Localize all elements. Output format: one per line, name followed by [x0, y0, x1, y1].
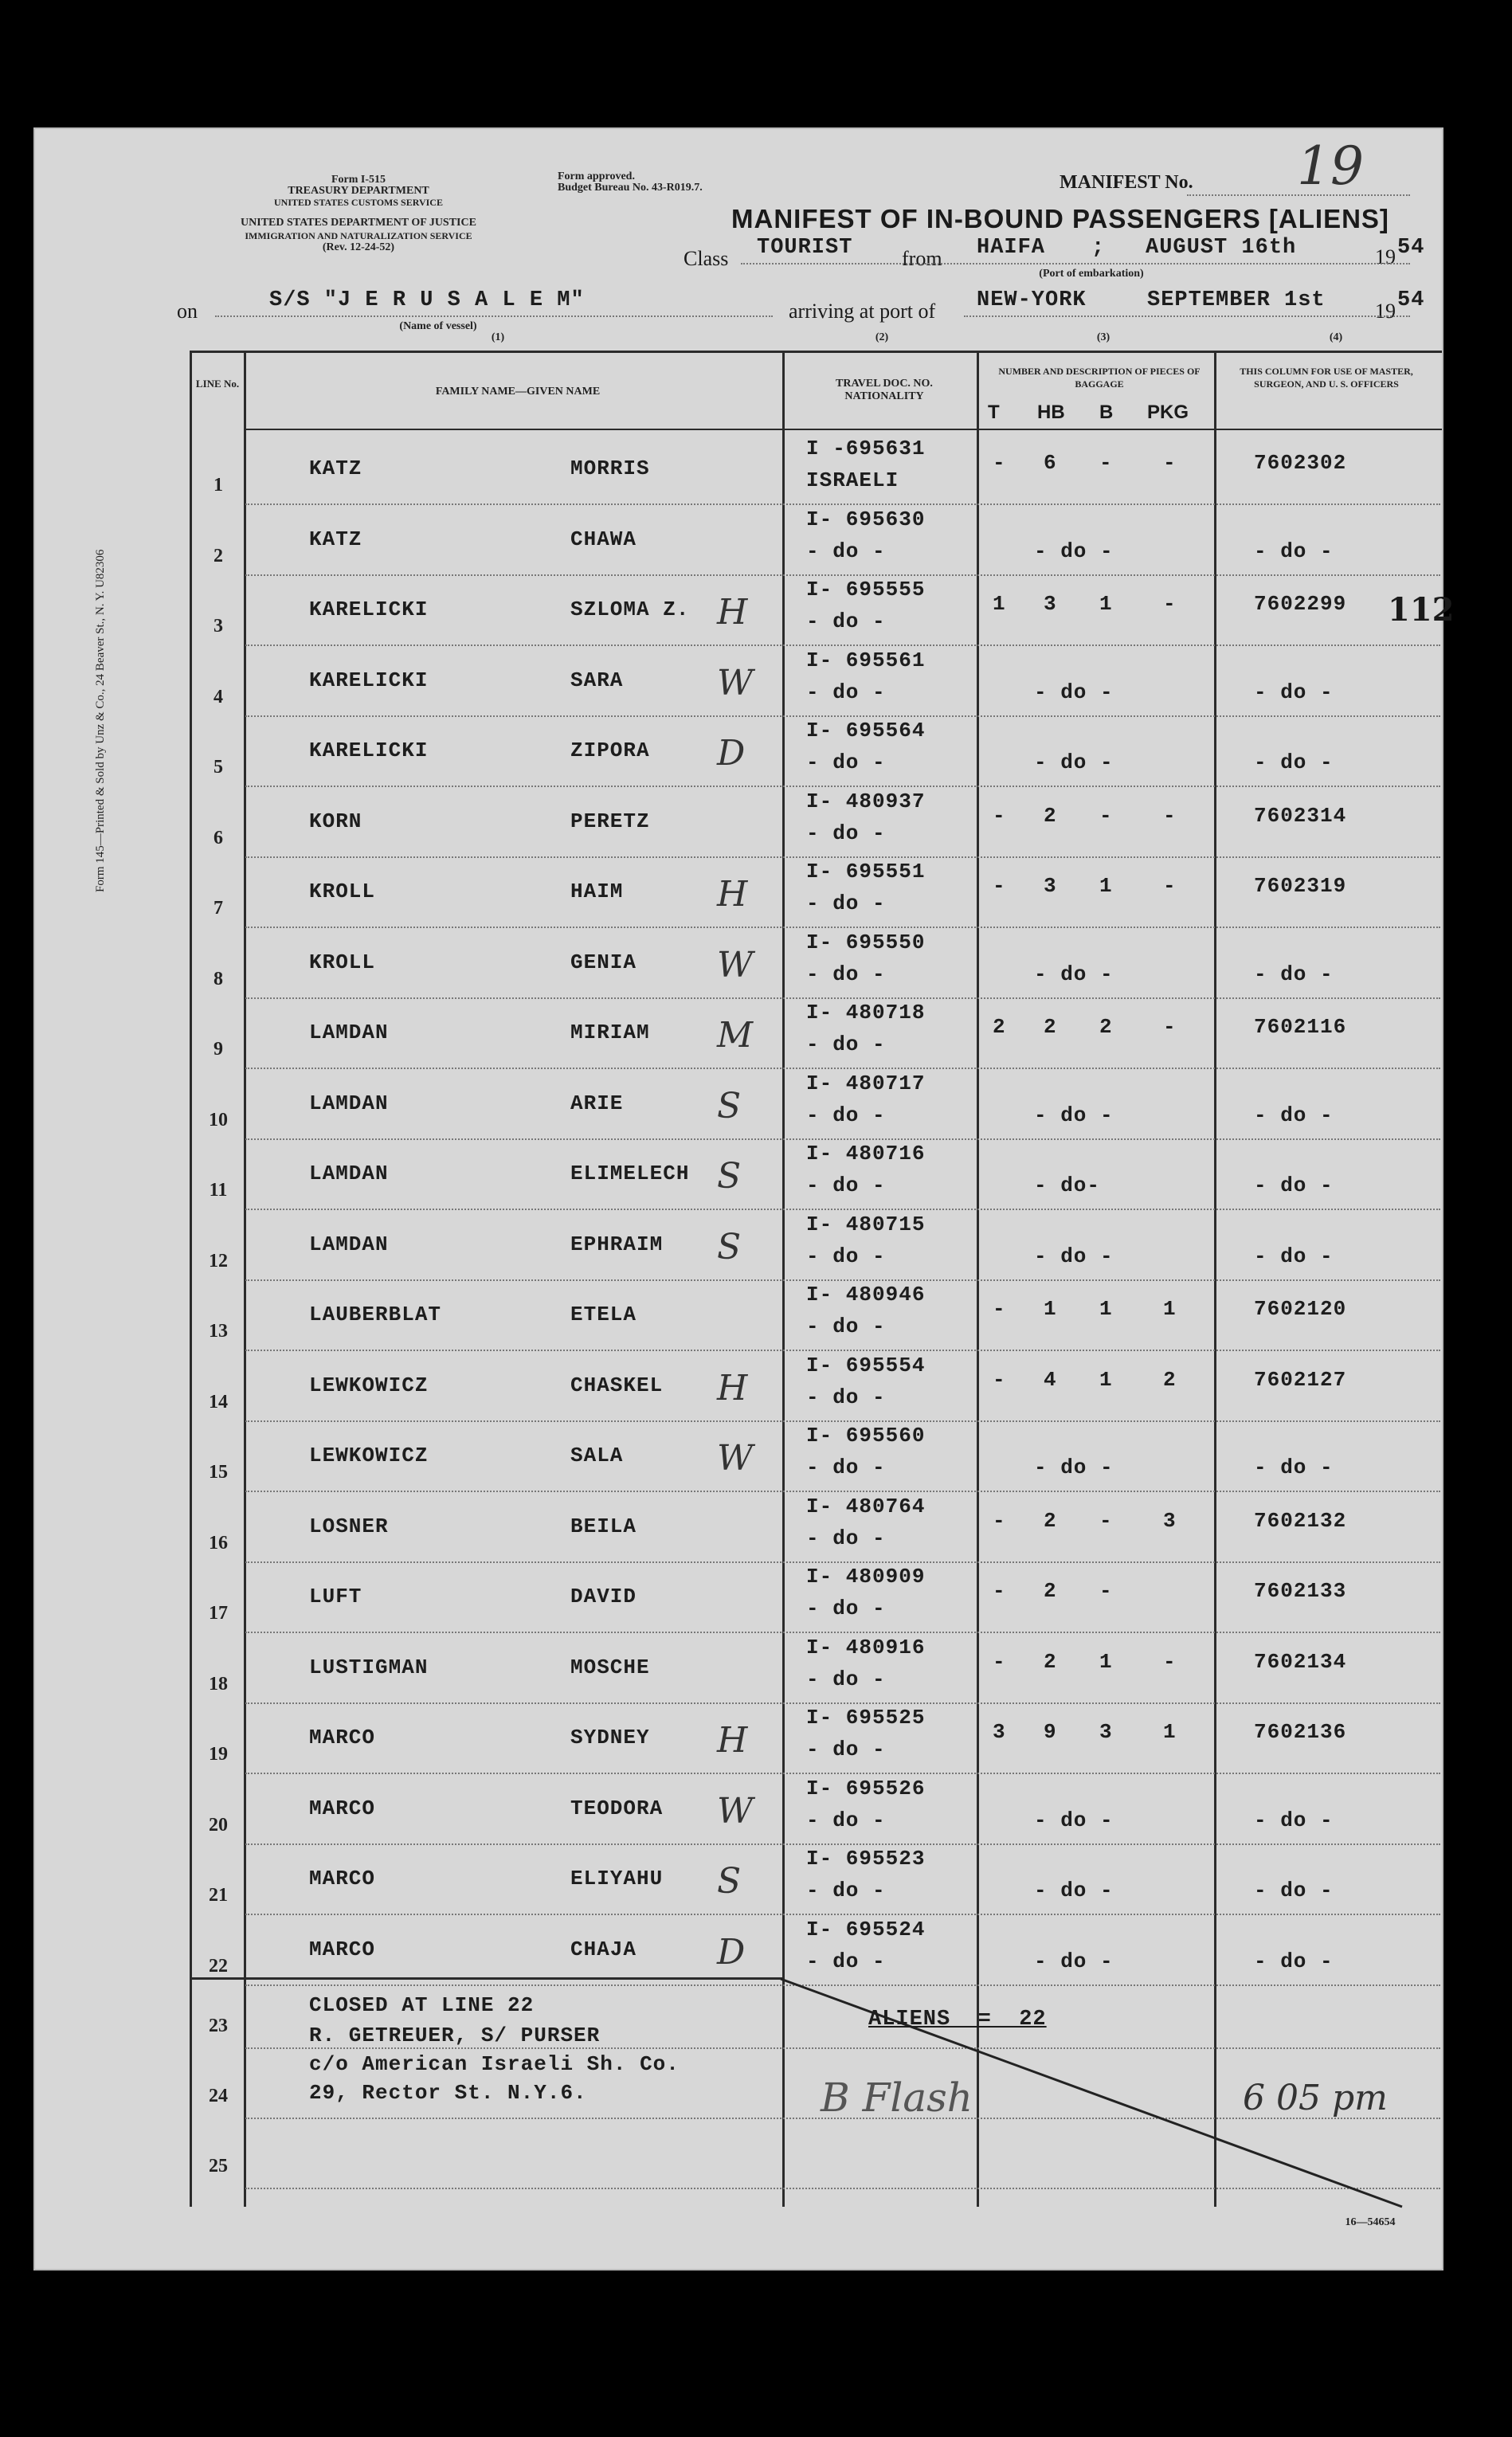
baggage-count: 1	[1163, 1720, 1177, 1744]
family-name: KARELICKI	[309, 739, 429, 762]
class-value: TOURIST	[757, 236, 853, 260]
relation-mark: H	[717, 1720, 748, 1761]
arrival-date: SEPTEMBER 1st	[1147, 288, 1326, 312]
embark-port: HAIFA	[977, 236, 1046, 260]
baggage-sub-pkg: PKG	[1147, 402, 1189, 423]
baggage-count: -	[993, 1579, 1006, 1603]
baggage-ditto: - do -	[1034, 1879, 1114, 1902]
header-line-no: LINE No.	[195, 378, 240, 390]
baggage-count: 3	[1044, 874, 1057, 898]
baggage-ditto: - do -	[1034, 680, 1114, 704]
relation-mark: W	[717, 662, 754, 703]
line-number: 11	[209, 1180, 228, 1201]
printer-imprint: Form 145—Printed & Sold by Unz & Co., 24 Beaver St., N. Y. U82306	[94, 549, 107, 892]
embark-year-prefix: 19	[1375, 245, 1396, 268]
family-name: KORN	[309, 809, 362, 833]
given-name: SALA	[570, 1444, 624, 1467]
signature-time: 6 05 pm	[1243, 2078, 1388, 2118]
baggage-ditto: - do -	[1034, 1949, 1114, 1973]
given-name: SARA	[570, 668, 624, 692]
baggage-count: 1	[1099, 1649, 1113, 1674]
baggage-count: -	[1163, 592, 1177, 616]
given-name: ARIE	[570, 1091, 624, 1115]
relation-mark: M	[717, 1015, 754, 1056]
ticket-number: - do -	[1254, 1244, 1334, 1268]
nationality: - do -	[806, 609, 886, 633]
relation-mark: D	[717, 1931, 746, 1973]
relation-mark: H	[717, 592, 748, 633]
given-name: DAVID	[570, 1585, 637, 1608]
travel-doc-no: I- 480916	[806, 1635, 926, 1659]
family-name: MARCO	[309, 1726, 376, 1749]
given-name: ETELA	[570, 1303, 637, 1326]
ticket-number: - do -	[1254, 1173, 1334, 1197]
family-name: LUSTIGMAN	[309, 1655, 429, 1679]
family-name: KARELICKI	[309, 668, 429, 692]
travel-doc-no: I- 480909	[806, 1565, 926, 1589]
family-name: LAMDAN	[309, 1021, 389, 1044]
relation-mark: H	[717, 1367, 748, 1409]
ticket-number: - do -	[1254, 1456, 1334, 1479]
nationality: - do -	[806, 1526, 886, 1550]
relation-mark: H	[717, 874, 748, 915]
baggage-count: -	[1099, 1508, 1113, 1533]
ticket-number: 7602132	[1254, 1508, 1347, 1533]
family-name: KATZ	[309, 456, 362, 480]
officer-signature: B Flash	[821, 2075, 973, 2121]
nationality: - do -	[806, 1949, 886, 1973]
line-number: 9	[213, 1039, 223, 1060]
nationality: - do -	[806, 1879, 886, 1902]
family-name: MARCO	[309, 1796, 376, 1820]
ticket-number: 7602302	[1254, 451, 1347, 475]
relation-mark: S	[717, 1085, 742, 1126]
ticket-number: 7602120	[1254, 1297, 1347, 1321]
given-name: BEILA	[570, 1514, 637, 1538]
vessel-name: S/S "J E R U S A L E M"	[269, 288, 585, 312]
baggage-count: -	[993, 1508, 1006, 1533]
relation-mark: W	[717, 1790, 754, 1832]
baggage-sub-t: T	[988, 402, 1000, 423]
nationality: - do -	[806, 1244, 886, 1268]
ticket-number: - do -	[1254, 1808, 1334, 1832]
line-number: 20	[209, 1814, 228, 1836]
class-label: Class	[684, 247, 729, 270]
nationality: - do -	[806, 1667, 886, 1691]
travel-doc-no: I- 695525	[806, 1706, 926, 1730]
family-name: LAMDAN	[309, 1091, 389, 1115]
travel-doc-no: I- 480715	[806, 1212, 926, 1236]
baggage-ditto: - do-	[1034, 1173, 1101, 1197]
given-name: MORRIS	[570, 456, 650, 480]
travel-doc-no: I- 695524	[806, 1917, 926, 1941]
baggage-count: 2	[1163, 1367, 1177, 1392]
baggage-count: 2	[1044, 1508, 1057, 1533]
line-number: 4	[213, 686, 223, 707]
nationality: - do -	[806, 821, 886, 845]
line-number: 7	[213, 898, 223, 919]
vessel-note: (Name of vessel)	[399, 320, 477, 332]
baggage-count: -	[993, 803, 1006, 828]
baggage-count: 6	[1044, 451, 1057, 475]
given-name: ELIYAHU	[570, 1867, 664, 1890]
nationality: - do -	[806, 891, 886, 915]
embark-sep: ;	[1091, 236, 1106, 260]
baggage-count: 1	[1099, 1297, 1113, 1321]
nationality: - do -	[806, 1032, 886, 1056]
address: 29, Rector St. N.Y.6.	[309, 2081, 587, 2105]
baggage-count: -	[1163, 874, 1177, 898]
relation-mark: S	[717, 1156, 742, 1197]
ticket-number: 7602127	[1254, 1367, 1347, 1392]
family-name: LOSNER	[309, 1514, 389, 1538]
baggage-ditto: - do -	[1034, 539, 1114, 563]
travel-doc-no: I- 695526	[806, 1776, 926, 1800]
travel-doc-no: I -695631	[806, 437, 926, 460]
baggage-sub-hb: HB	[1037, 402, 1065, 423]
family-name: LAUBERBLAT	[309, 1303, 442, 1326]
given-name: CHAWA	[570, 527, 637, 551]
dept-customs: UNITED STATES CUSTOMS SERVICE	[274, 197, 443, 208]
embark-year: 54	[1397, 236, 1425, 260]
travel-doc-no: I- 480937	[806, 789, 926, 813]
ticket-number: - do -	[1254, 962, 1334, 986]
line-number: 16	[209, 1532, 228, 1553]
family-name: LEWKOWICZ	[309, 1444, 429, 1467]
relation-mark: S	[717, 1861, 742, 1902]
given-name: TEODORA	[570, 1796, 664, 1820]
ticket-number: - do -	[1254, 1949, 1334, 1973]
family-name: LAMDAN	[309, 1232, 389, 1256]
family-name: KATZ	[309, 527, 362, 551]
arriving-label: arriving at port of	[789, 300, 936, 323]
nationality: - do -	[806, 539, 886, 563]
family-name: MARCO	[309, 1867, 376, 1890]
baggage-count: 1	[993, 592, 1006, 616]
line-number: 22	[209, 1955, 228, 1977]
manifest-no-label: MANIFEST No.	[1060, 172, 1193, 193]
line-number: 12	[209, 1250, 228, 1271]
baggage-count: -	[1163, 1649, 1177, 1674]
nationality: - do -	[806, 750, 886, 774]
form-approved: Form approved.	[558, 170, 635, 182]
form-rev: (Rev. 12-24-52)	[322, 241, 395, 253]
header-name: FAMILY NAME—GIVEN NAME	[435, 386, 601, 398]
given-name: MIRIAM	[570, 1021, 650, 1044]
nationality: - do -	[806, 1385, 886, 1409]
given-name: SYDNEY	[570, 1726, 650, 1749]
line-number: 23	[209, 2016, 228, 2036]
line-number: 2	[213, 545, 223, 566]
travel-doc-no: I- 695564	[806, 719, 926, 742]
on-label: on	[177, 300, 198, 323]
footer-code: 16—54654	[1345, 2216, 1396, 2228]
family-name: LUFT	[309, 1585, 362, 1608]
ticket-number: - do -	[1254, 1879, 1334, 1902]
arrival-year-prefix: 19	[1375, 300, 1396, 323]
header-baggage: NUMBER AND DESCRIPTION OF PIECES OF BAGGAGE	[998, 366, 1201, 390]
col-num-2: (2)	[875, 331, 889, 343]
col-num-3: (3)	[1096, 331, 1110, 343]
baggage-count: -	[993, 1649, 1006, 1674]
baggage-count: 1	[1163, 1297, 1177, 1321]
baggage-count: 3	[1099, 1720, 1113, 1744]
given-name: CHASKEL	[570, 1373, 664, 1397]
col-num-1: (1)	[491, 331, 505, 343]
baggage-count: -	[993, 451, 1006, 475]
line-number: 8	[213, 968, 223, 989]
given-name: ELIMELECH	[570, 1162, 690, 1185]
form-id: Form I-515	[331, 174, 386, 186]
given-name: ZIPORA	[570, 739, 650, 762]
port-embark-note: (Port of embarkation)	[1039, 268, 1144, 280]
ticket-number: 7602134	[1254, 1649, 1347, 1674]
nationality: - do -	[806, 1456, 886, 1479]
aliens-total: ALIENS = 22	[868, 2008, 1047, 2031]
line-number: 25	[209, 2156, 228, 2176]
ticket-number: 7602319	[1254, 874, 1347, 898]
baggage-ditto: - do -	[1034, 1456, 1114, 1479]
ticket-number: - do -	[1254, 1103, 1334, 1127]
travel-doc-no: I- 695630	[806, 507, 926, 531]
family-name: KROLL	[309, 950, 376, 974]
nationality: - do -	[806, 1597, 886, 1620]
nationality: - do -	[806, 1314, 886, 1338]
ticket-number: 7602116	[1254, 1015, 1347, 1039]
given-name: EPHRAIM	[570, 1232, 664, 1256]
baggage-ditto: - do -	[1034, 962, 1114, 986]
given-name: PERETZ	[570, 809, 650, 833]
arrival-year: 54	[1397, 288, 1425, 312]
line-number: 1	[213, 475, 223, 496]
travel-doc-no: I- 480716	[806, 1142, 926, 1166]
given-name: SZLOMA Z.	[570, 597, 690, 621]
nationality: - do -	[806, 962, 886, 986]
purser: R. GETREUER, S/ PURSER	[309, 2024, 601, 2047]
baggage-count: 3	[993, 1720, 1006, 1744]
given-name: HAIM	[570, 880, 624, 903]
line-number: 21	[209, 1885, 228, 1906]
baggage-count: 2	[1044, 1015, 1057, 1039]
nationality: - do -	[806, 1738, 886, 1761]
baggage-count: -	[993, 874, 1006, 898]
line-number: 6	[213, 827, 223, 848]
nationality: ISRAELI	[806, 468, 899, 492]
travel-doc-no: I- 480717	[806, 1071, 926, 1095]
baggage-ditto: - do -	[1034, 1808, 1114, 1832]
travel-doc-no: I- 480764	[806, 1494, 926, 1518]
manifest-no-value: 19	[1297, 135, 1364, 197]
line-number: 15	[209, 1462, 228, 1483]
embark-date: AUGUST 16th	[1146, 236, 1297, 260]
stamp-112: 112	[1388, 591, 1455, 629]
baggage-count: -	[993, 1297, 1006, 1321]
family-name: KROLL	[309, 880, 376, 903]
baggage-ditto: - do -	[1034, 750, 1114, 774]
family-name: KARELICKI	[309, 597, 429, 621]
baggage-count: 9	[1044, 1720, 1057, 1744]
nationality: - do -	[806, 680, 886, 704]
line-number: 19	[209, 1744, 228, 1765]
travel-doc-no: I- 695550	[806, 930, 926, 954]
baggage-count: -	[993, 1367, 1006, 1392]
baggage-count: 1	[1044, 1297, 1057, 1321]
baggage-count: 1	[1099, 592, 1113, 616]
family-name: MARCO	[309, 1937, 376, 1961]
baggage-count: -	[1099, 451, 1113, 475]
travel-doc-no: I- 695555	[806, 578, 926, 601]
line-number: 18	[209, 1673, 228, 1695]
baggage-count: 2	[1044, 1649, 1057, 1674]
ticket-number: 7602136	[1254, 1720, 1347, 1744]
header-officers: THIS COLUMN FOR USE OF MASTER, SURGEON, AND U. S. OFFICERS	[1240, 366, 1413, 390]
line-number: 3	[213, 616, 223, 637]
dept-justice: UNITED STATES DEPARTMENT OF JUSTICE	[241, 217, 476, 229]
closed-at-line: CLOSED AT LINE 22	[309, 1993, 535, 2017]
baggage-count: 1	[1099, 874, 1113, 898]
relation-mark: S	[717, 1226, 742, 1267]
baggage-count: 2	[1099, 1015, 1113, 1039]
baggage-ditto: - do -	[1034, 1103, 1114, 1127]
shipping-co: c/o American Israeli Sh. Co.	[309, 2052, 680, 2076]
baggage-count: 2	[993, 1015, 1006, 1039]
baggage-count: -	[1099, 1579, 1113, 1603]
given-name: CHAJA	[570, 1937, 637, 1961]
line-number: 14	[209, 1391, 228, 1412]
travel-doc-no: I- 695551	[806, 860, 926, 884]
line-number: 10	[209, 1109, 228, 1130]
baggage-count: 1	[1099, 1367, 1113, 1392]
baggage-count: 2	[1044, 803, 1057, 828]
ticket-number: 7602299	[1254, 592, 1347, 616]
col-num-4: (4)	[1329, 331, 1343, 343]
dept-immigration: IMMIGRATION AND NATURALIZATION SERVICE	[245, 230, 472, 241]
ticket-number: - do -	[1254, 750, 1334, 774]
dept-treasury: TREASURY DEPARTMENT	[288, 185, 429, 197]
relation-mark: W	[717, 944, 754, 985]
family-name: LEWKOWICZ	[309, 1373, 429, 1397]
ticket-number: - do -	[1254, 539, 1334, 563]
travel-doc-no: I- 695561	[806, 648, 926, 672]
arrival-port: NEW-YORK	[977, 288, 1087, 312]
baggage-count: 3	[1163, 1508, 1177, 1533]
relation-mark: D	[717, 733, 746, 774]
line-number: 13	[209, 1321, 228, 1342]
baggage-count: 2	[1044, 1579, 1057, 1603]
ticket-number: - do -	[1254, 680, 1334, 704]
line-number: 17	[209, 1603, 228, 1624]
given-name: MOSCHE	[570, 1655, 650, 1679]
family-name: LAMDAN	[309, 1162, 389, 1185]
budget-bureau: Budget Bureau No. 43-R019.7.	[558, 182, 703, 194]
baggage-ditto: - do -	[1034, 1244, 1114, 1268]
line-number: 5	[213, 757, 223, 778]
travel-doc-no: I- 695523	[806, 1847, 926, 1871]
baggage-count: -	[1099, 803, 1113, 828]
ticket-number: 7602133	[1254, 1579, 1347, 1603]
relation-mark: W	[717, 1438, 754, 1479]
manifest-title: MANIFEST OF IN-BOUND PASSENGERS [ALIENS]	[731, 204, 1389, 233]
from-label: from	[902, 247, 942, 270]
baggage-count: -	[1163, 451, 1177, 475]
travel-doc-no: I- 695554	[806, 1353, 926, 1377]
header-travel-doc: TRAVEL DOC. NO. NATIONALITY	[836, 378, 933, 402]
baggage-count: 4	[1044, 1367, 1057, 1392]
nationality: - do -	[806, 1808, 886, 1832]
baggage-sub-b: B	[1099, 402, 1114, 423]
baggage-count: 3	[1044, 592, 1057, 616]
baggage-count: -	[1163, 803, 1177, 828]
travel-doc-no: I- 480946	[806, 1283, 926, 1307]
ticket-number: 7602314	[1254, 803, 1347, 828]
nationality: - do -	[806, 1173, 886, 1197]
line-number: 24	[209, 2086, 228, 2106]
nationality: - do -	[806, 1103, 886, 1127]
travel-doc-no: I- 480718	[806, 1001, 926, 1025]
baggage-count: -	[1163, 1015, 1177, 1039]
travel-doc-no: I- 695560	[806, 1424, 926, 1448]
given-name: GENIA	[570, 950, 637, 974]
